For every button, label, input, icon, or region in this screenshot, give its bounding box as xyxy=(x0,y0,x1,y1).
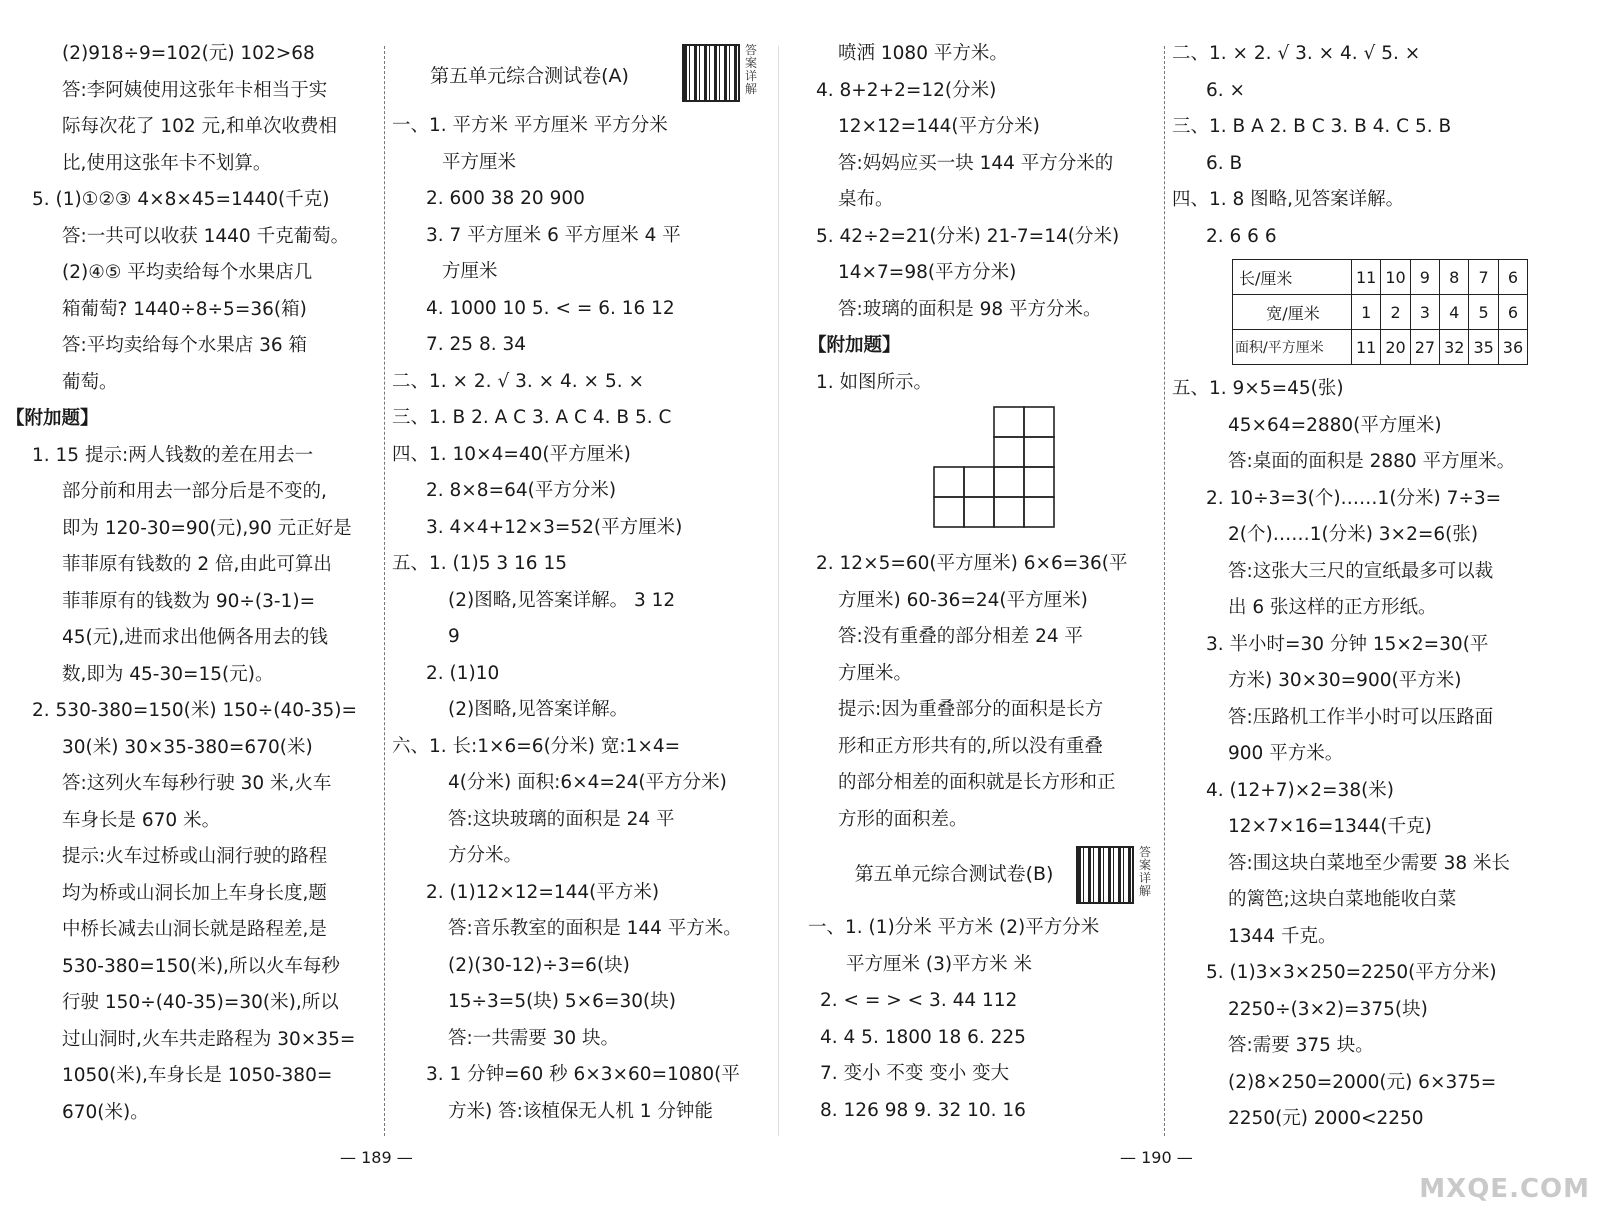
text-line: 2. 10÷3=3(个)……1(分米) 7÷3= xyxy=(1206,487,1502,509)
text-line: 桌布。 xyxy=(838,189,894,210)
text-line: 答:没有重叠的部分相差 24 平 xyxy=(838,626,1084,647)
text-line: 喷洒 1080 平方米。 xyxy=(838,43,1008,64)
text-line: 14×7=98(平方分米) xyxy=(838,262,1017,283)
text-line: 部分前和用去一部分后是不变的, xyxy=(62,481,327,502)
text-line: 4. 1000 10 5. < = 6. 16 12 xyxy=(426,297,675,319)
column-divider xyxy=(1164,46,1165,1136)
text-line: 5. 42÷2=21(分米) 21-7=14(分米) xyxy=(816,225,1120,247)
qr-label: 答案详解 xyxy=(744,43,757,96)
text-line: 答:一共需要 30 块。 xyxy=(448,1027,620,1049)
table-row-header: 长/厘米 xyxy=(1233,260,1352,295)
text-line: 提示:因为重叠部分的面积是长方 xyxy=(838,699,1104,720)
text-line: 3. 4×4+12×3=52(平方厘米) xyxy=(426,516,683,538)
text-line: 答:一共可以收获 1440 千克葡萄。 xyxy=(62,225,350,247)
table-cell: 35 xyxy=(1469,330,1498,365)
table-cell: 27 xyxy=(1410,330,1439,365)
text-line: 2(个)……1(分米) 3×2=6(张) xyxy=(1228,524,1479,545)
text-line: 900 平方米。 xyxy=(1228,743,1344,764)
text-line: 530-380=150(米),所以火车每秒 xyxy=(62,955,340,977)
grid-figure-svg xyxy=(808,401,1168,541)
text-line: (2)图略,见答案详解。 3 12 xyxy=(448,589,676,611)
text-line: 的部分相差的面积就是长方形和正 xyxy=(838,772,1116,793)
text-line: 方形的面积差。 xyxy=(838,808,968,830)
text-line: 2. 600 38 20 900 xyxy=(426,188,585,209)
dimension-table xyxy=(1232,259,1528,365)
text-line: 车身长是 670 米。 xyxy=(62,809,221,831)
text-line: 四、1. 10×4=40(平方厘米) xyxy=(392,443,631,465)
page-number-right: — 190 — xyxy=(1120,1148,1193,1167)
text-line: 际每次花了 102 元,和单次收费相 xyxy=(62,116,337,137)
table-cell: 9 xyxy=(1410,260,1439,295)
text-line: 葡萄。 xyxy=(62,371,118,393)
text-line: 答:围这块白菜地至少需要 38 米长 xyxy=(1228,852,1511,874)
text-line: 670(米)。 xyxy=(62,1101,149,1123)
text-line: 提示:火车过桥或山洞行驶的路程 xyxy=(62,846,328,867)
table-cell: 11 xyxy=(1352,260,1381,295)
text-line: 4. (12+7)×2=38(米) xyxy=(1206,779,1395,801)
text-line: 答:这块玻璃的面积是 24 平 xyxy=(448,808,675,830)
text-line: 方分米。 xyxy=(448,845,523,866)
text-line: 45×64=2880(平方厘米) xyxy=(1228,414,1442,436)
text-line: 2. 6 6 6 xyxy=(1206,225,1277,247)
text-line: 答:这列火车每秒行驶 30 米,火车 xyxy=(62,773,332,794)
column-2 xyxy=(392,40,787,1130)
text-line: 答:平均卖给每个水果店 36 箱 xyxy=(62,335,308,356)
text-line: 2. (1)12×12=144(平方米) xyxy=(426,881,660,903)
text-line: 方米) 30×30=900(平方米) xyxy=(1228,670,1462,691)
text-line: 1. 15 提示:两人钱数的差在用去一 xyxy=(32,444,314,466)
text-line: 形和正方形共有的,所以没有重叠 xyxy=(838,735,1103,757)
text-line: 二、1. × 2. √ 3. × 4. × 5. × xyxy=(392,370,644,392)
table-cell: 1 xyxy=(1352,295,1381,330)
table-cell: 8 xyxy=(1440,260,1469,295)
text-line: 五、1. (1)5 3 16 15 xyxy=(392,553,568,574)
text-line: 方厘米) 60-36=24(平方厘米) xyxy=(838,589,1088,611)
table-row xyxy=(1233,260,1528,295)
text-line: 方厘米。 xyxy=(838,662,913,684)
grid-figure xyxy=(808,401,1160,546)
text-line: 12×12=144(平方分米) xyxy=(838,116,1040,137)
text-line: 均为桥或山洞长加上车身长度,题 xyxy=(62,882,327,904)
watermark-text: MXQE.COM xyxy=(1419,1174,1590,1204)
text-line: 答:妈妈应买一块 144 平方分米的 xyxy=(838,152,1114,174)
text-line: 答:压路机工作半小时可以压路面 xyxy=(1228,706,1494,728)
text-line: 二、1. × 2. √ 3. × 4. √ 5. × xyxy=(1172,43,1421,64)
table-cell: 2 xyxy=(1381,295,1410,330)
table-row xyxy=(1233,295,1528,330)
table-cell: 36 xyxy=(1498,330,1527,365)
text-line: 3. 7 平方厘米 6 平方厘米 4 平 xyxy=(426,224,681,246)
section-heading: 【附加题】 xyxy=(808,335,901,356)
text-line: 1. 如图所示。 xyxy=(816,371,933,393)
table-cell: 7 xyxy=(1469,260,1498,295)
qr-label: 答案详解 xyxy=(1138,845,1151,898)
text-line: 中桥长减去山洞长就是路程差,是 xyxy=(62,919,327,940)
table-row-header: 面积/平方厘米 xyxy=(1233,330,1352,365)
text-line: 方厘米 xyxy=(442,261,498,282)
table-cell: 3 xyxy=(1410,295,1439,330)
right-page xyxy=(800,0,1600,1214)
text-line: 数,即为 45-30=15(元)。 xyxy=(62,663,274,685)
text-line: 30(米) 30×35-380=670(米) xyxy=(62,736,313,758)
section-heading: 【附加题】 xyxy=(6,408,99,429)
text-line: 行驶 150÷(40-35)=30(米),所以 xyxy=(62,992,339,1013)
table-row xyxy=(1233,330,1528,365)
table-row-header: 宽/厘米 xyxy=(1233,295,1352,330)
table-cell: 4 xyxy=(1440,295,1469,330)
text-line: 菲菲原有的钱数为 90÷(3-1)= xyxy=(62,590,316,612)
text-line: 5. (1)3×3×250=2250(平方分米) xyxy=(1206,962,1497,983)
text-line: 8. 126 98 9. 32 10. 16 xyxy=(820,1099,1026,1121)
text-line: 4(分米) 面积:6×4=24(平方分米) xyxy=(448,772,727,793)
column-1 xyxy=(6,36,378,1131)
text-line: 答:需要 375 块。 xyxy=(1228,1035,1374,1056)
text-line: 答:音乐教室的面积是 144 平方米。 xyxy=(448,918,742,939)
text-line: 菲菲原有钱数的 2 倍,由此可算出 xyxy=(62,554,332,575)
text-line: 6. B xyxy=(1206,152,1243,174)
text-line: (2)8×250=2000(元) 6×375= xyxy=(1228,1071,1497,1093)
text-line: 5. (1)①②③ 4×8×45=1440(千克) xyxy=(32,189,330,210)
text-line: 的篱笆;这块白菜地能收白菜 xyxy=(1228,889,1457,910)
text-line: 五、1. 9×5=45(张) xyxy=(1172,378,1344,399)
table-cell: 10 xyxy=(1381,260,1410,295)
table-cell: 5 xyxy=(1469,295,1498,330)
text-line: 方米) 答:该植保无人机 1 分钟能 xyxy=(448,1100,713,1122)
text-line: 2. 12×5=60(平方厘米) 6×6=36(平 xyxy=(816,553,1128,574)
test-title-b-text: 第五单元综合测试卷(B) xyxy=(854,863,1054,885)
text-line: 4. 4 5. 1800 18 6. 225 xyxy=(820,1026,1026,1048)
text-line: 2. 8×8=64(平方分米) xyxy=(426,480,617,501)
text-line: 即为 120-30=90(元),90 元正好是 xyxy=(62,517,352,539)
page-gutter xyxy=(778,46,779,1136)
text-line: (2)918÷9=102(元) 102>68 xyxy=(62,43,315,64)
column-4 xyxy=(1172,36,1568,1138)
text-line: 6. × xyxy=(1206,79,1246,101)
text-line: 三、1. B A 2. B C 3. B 4. C 5. B xyxy=(1172,116,1452,137)
table-cell: 11 xyxy=(1352,330,1381,365)
page-number-left: — 189 — xyxy=(340,1148,413,1167)
table-cell: 6 xyxy=(1498,295,1527,330)
text-line: 平方厘米 (3)平方米 米 xyxy=(846,953,1032,975)
column-divider xyxy=(384,46,385,1136)
text-line: 3. 1 分钟=60 秒 6×3×60=1080(平 xyxy=(426,1064,740,1085)
text-line: 一、1. (1)分米 平方米 (2)平方分米 xyxy=(808,917,1100,938)
text-line: 9 xyxy=(448,626,460,647)
text-line: 一、1. 平方米 平方厘米 平方分米 xyxy=(392,115,668,136)
table-cell: 32 xyxy=(1440,330,1469,365)
text-line: 2250(元) 2000<2250 xyxy=(1228,1108,1424,1129)
text-line: 2250÷(3×2)=375(块) xyxy=(1228,998,1428,1020)
text-line: 答:这张大三尺的宣纸最多可以裁 xyxy=(1228,560,1494,582)
column-3 xyxy=(808,36,1160,1129)
text-line: (2)(30-12)÷3=6(块) xyxy=(448,954,630,976)
text-line: 12×7×16=1344(千克) xyxy=(1228,816,1432,837)
table-cell: 20 xyxy=(1381,330,1410,365)
qr-code-icon[interactable] xyxy=(1076,846,1134,904)
text-line: 7. 25 8. 34 xyxy=(426,334,527,355)
text-line: 答:玻璃的面积是 98 平方分米。 xyxy=(838,298,1102,320)
test-title-a-text: 第五单元综合测试卷(A) xyxy=(430,65,629,87)
text-line: 15÷3=5(块) 5×6=30(块) xyxy=(448,991,676,1012)
qr-code-icon[interactable] xyxy=(682,44,740,102)
text-line: 4. 8+2+2=12(分米) xyxy=(816,79,997,101)
text-line: 2. 530-380=150(米) 150÷(40-35)= xyxy=(32,700,357,721)
text-line: 45(元),进而求出他俩各用去的钱 xyxy=(62,627,328,648)
text-line: (2)④⑤ 平均卖给每个水果店几 xyxy=(62,262,313,283)
text-line: 2. (1)10 xyxy=(426,662,500,684)
text-line: 答:李阿姨使用这张年卡相当于实 xyxy=(62,79,328,101)
text-line: 答:桌面的面积是 2880 平方厘米。 xyxy=(1228,451,1516,472)
text-line: 四、1. 8 图略,见答案详解。 xyxy=(1172,189,1405,210)
text-line: 3. 半小时=30 分钟 15×2=30(平 xyxy=(1206,633,1489,655)
text-line: 1050(米),车身长是 1050-380= xyxy=(62,1065,333,1086)
text-line: 六、1. 长:1×6=6(分米) 宽:1×4= xyxy=(392,735,681,757)
text-line: 出 6 张这样的正方形纸。 xyxy=(1228,597,1437,618)
text-line: 箱葡萄? 1440÷8÷5=36(箱) xyxy=(62,298,307,320)
text-line: 1344 千克。 xyxy=(1228,925,1337,947)
table-cell: 6 xyxy=(1498,260,1527,295)
text-line: 比,使用这张年卡不划算。 xyxy=(62,152,272,174)
text-line: 2. < = > < 3. 44 112 xyxy=(820,990,1018,1011)
text-line: 平方厘米 xyxy=(442,151,517,173)
text-line: (2)图略,见答案详解。 xyxy=(448,699,629,720)
text-line: 过山洞时,火车共走路程为 30×35= xyxy=(62,1028,356,1050)
text-line: 7. 变小 不变 变小 变大 xyxy=(820,1063,1010,1084)
test-title-b xyxy=(808,838,1160,910)
test-title-a xyxy=(392,40,787,108)
text-line: 三、1. B 2. A C 3. A C 4. B 5. C xyxy=(392,407,672,428)
